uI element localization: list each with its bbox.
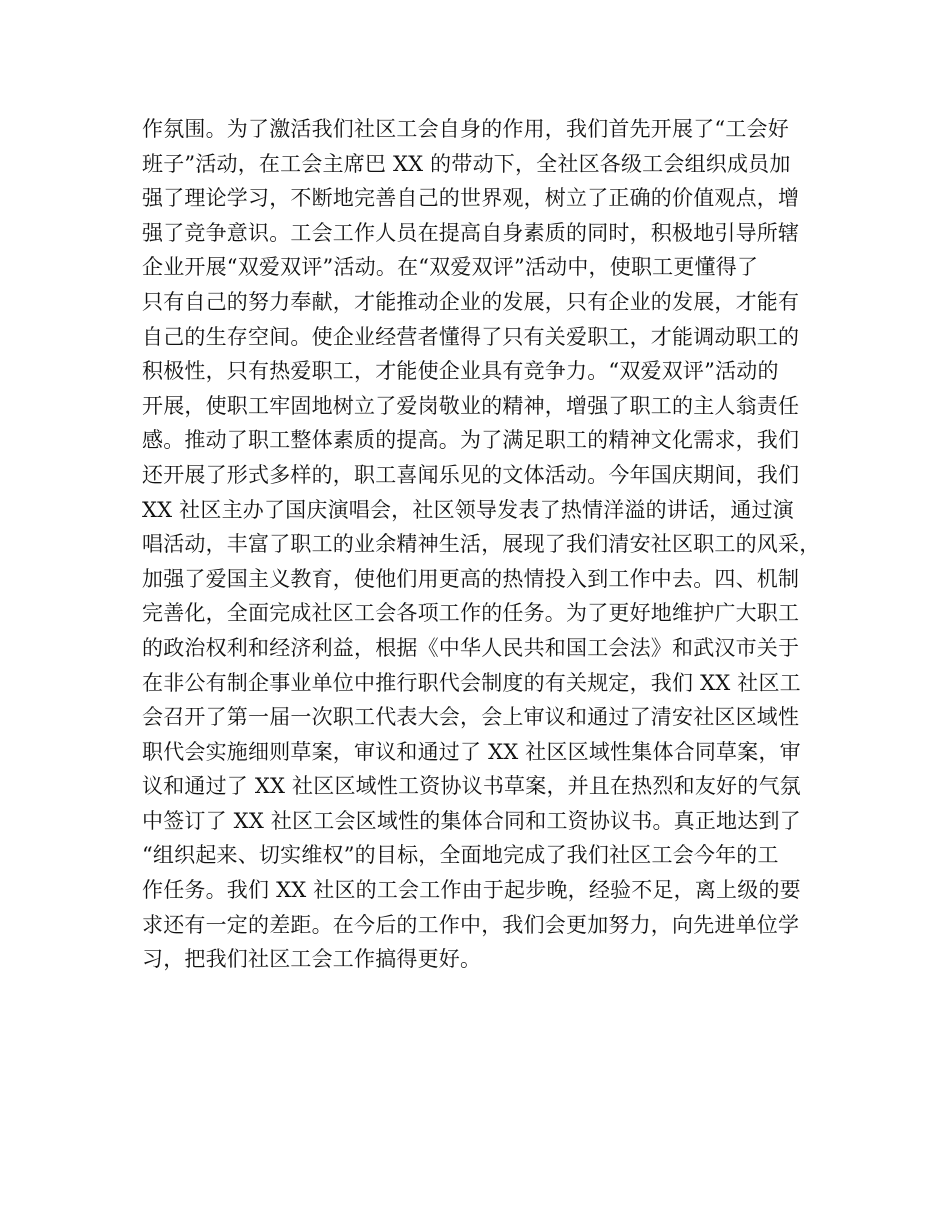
text-line: 强了竞争意识。工会工作人员在提高自身素质的同时，积极地引导所辖 [142, 220, 800, 245]
text-line: 的政治权利和经济利益，根据《中华人民共和国工会法》和武汉市关于 [142, 635, 800, 660]
text-line: 中签订了 XX 社区工会区域性的集体合同和工资协议书。真正地达到了 [142, 808, 801, 833]
text-line: 加强了爱国主义教育，使他们用更高的热情投入到工作中去。四、机制 [142, 566, 800, 591]
text-line: 开展，使职工牢固地树立了爱岗敬业的精神，增强了职工的主人翁责任 [142, 393, 800, 418]
body-paragraph [142, 112, 824, 977]
text-line: 自己的生存空间。使企业经营者懂得了只有关爱职工，才能调动职工的 [142, 324, 800, 349]
text-line: 作氛围。为了激活我们社区工会自身的作用，我们首先开展了“工会好 [142, 117, 789, 141]
text-line: 习，把我们社区工会工作搞得更好。 [142, 947, 482, 972]
text-line: 还开展了形式多样的，职工喜闻乐见的文体活动。今年国庆期间，我们 [142, 462, 800, 487]
text-line: 会召开了第一届一次职工代表大会，会上审议和通过了清安社区区域性 [142, 705, 800, 730]
text-line: 完善化，全面完成社区工会各项工作的任务。为了更好地维护广大职工 [142, 601, 800, 626]
text-line: 企业开展“双爱双评”活动。在“双爱双评”活动中，使职工更懂得了 [142, 255, 759, 280]
text-line: 感。推动了职工整体素质的提高。为了满足职工的精神文化需求，我们 [142, 428, 800, 453]
text-line: 强了理论学习，不断地完善自己的世界观，树立了正确的价值观点，增 [142, 186, 800, 211]
text-line: 只有自己的努力奉献，才能推动企业的发展，只有企业的发展，才能有 [142, 289, 800, 314]
text-line: 在非公有制企事业单位中推行职代会制度的有关规定，我们 XX 社区工 [142, 670, 801, 695]
text-line: 求还有一定的差距。在今后的工作中，我们会更加努力，向先进单位学 [142, 912, 800, 937]
text-line: 议和通过了 XX 社区区域性工资协议书草案，并且在热烈和友好的气氛 [142, 774, 801, 799]
text-line: 职代会实施细则草案，审议和通过了 XX 社区区域性集体合同草案，审 [142, 739, 801, 764]
text-line: 班子”活动，在工会主席巴 XX 的带动下，全社区各级工会组织成员加 [142, 151, 791, 176]
text-line: XX 社区主办了国庆演唱会，社区领导发表了热情洋溢的讲话，通过演 [142, 497, 794, 522]
text-line: 积极性，只有热爱职工，才能使企业具有竞争力。“双爱双评”活动的 [142, 359, 779, 384]
text-line: “组织起来、切实维权”的目标，全面地完成了我们社区工会今年的工 [142, 843, 779, 868]
text-line: 唱活动，丰富了职工的业余精神生活，展现了我们清安社区职工的风采， [142, 532, 821, 557]
text-line: 作任务。我们 XX 社区的工会工作由于起步晚，经验不足，离上级的要 [142, 878, 801, 903]
